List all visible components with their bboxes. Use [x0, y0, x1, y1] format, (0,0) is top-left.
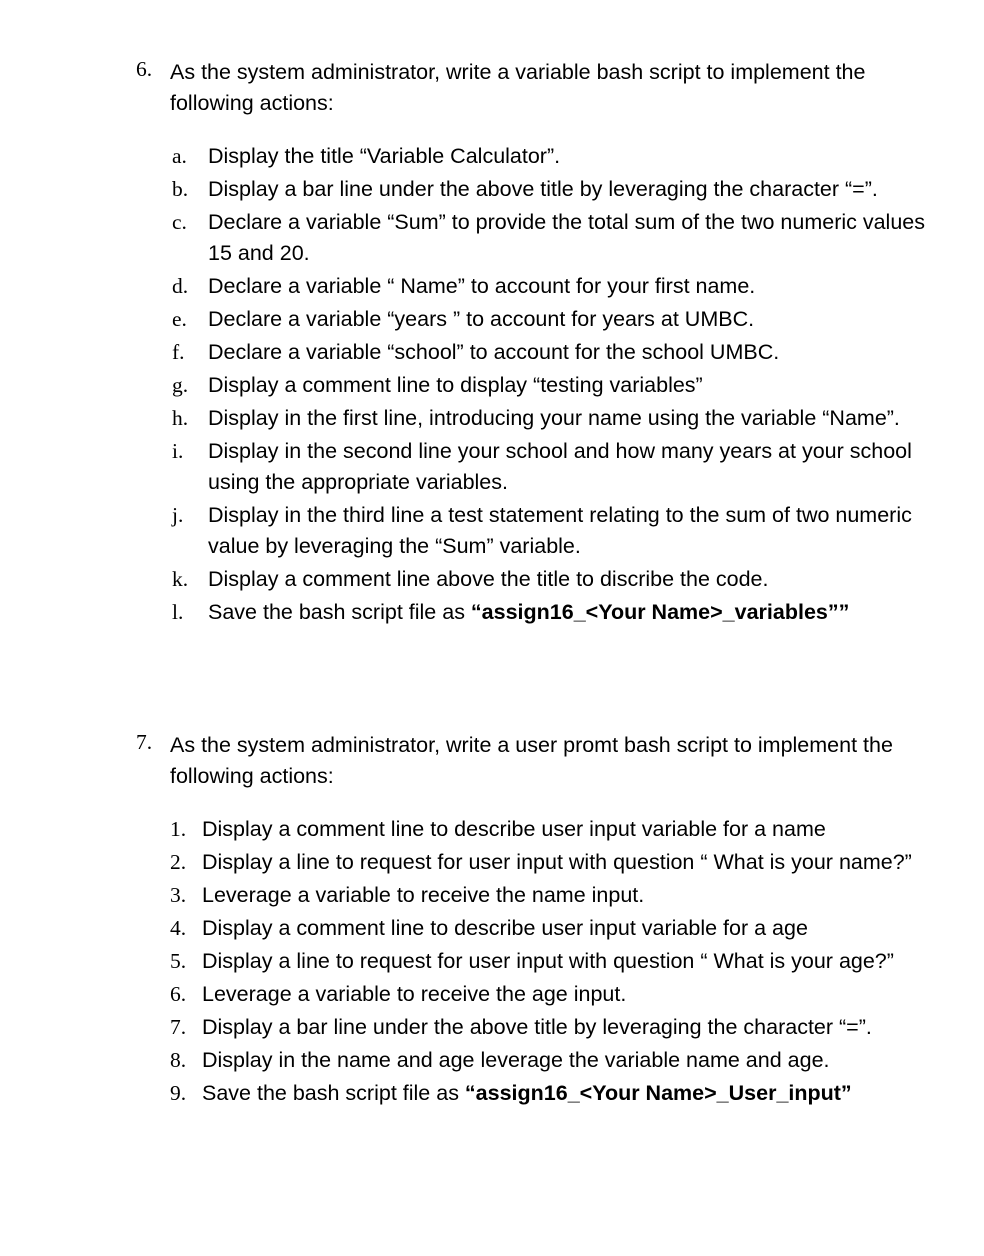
list-item-text: Leverage a variable to receive the name input. — [202, 883, 645, 907]
filename: “assign16_<Your Name>_variables”” — [470, 600, 850, 624]
list-marker: e. — [172, 307, 187, 331]
list-marker: h. — [172, 406, 189, 430]
list-item-i — [0, 436, 984, 498]
list-item-text — [208, 597, 928, 628]
question-7-list — [0, 814, 984, 1109]
list-item-g — [0, 370, 984, 401]
list-item-9 — [0, 1078, 984, 1109]
list-item-a — [0, 141, 984, 172]
list-marker: f. — [172, 340, 185, 364]
list-item-text: Display a comment line to describe user input variable for a age — [202, 916, 808, 940]
filename-intro: Save the bash script file as — [208, 600, 471, 624]
list-item-text: Display a line to request for user input with question “ What is your name?” — [202, 850, 912, 874]
list-item-7 — [0, 1012, 984, 1043]
list-item-5 — [0, 946, 984, 977]
question-6 — [0, 57, 984, 630]
list-marker: 4. — [170, 916, 187, 940]
list-item-text: Display a comment line above the title to discribe the code. — [208, 567, 769, 591]
list-item-3 — [0, 880, 984, 911]
list-item-h — [0, 403, 984, 434]
list-marker: l. — [172, 600, 184, 624]
list-marker: 2. — [170, 850, 187, 874]
list-marker: 9. — [170, 1081, 187, 1105]
list-item-d — [0, 271, 984, 302]
list-item-text: Display a comment line to describe user input variable for a name — [202, 817, 826, 841]
question-6-list — [0, 141, 984, 628]
list-marker: 8. — [170, 1048, 187, 1072]
list-item-text: Display a bar line under the above title by leveraging the character “=”. — [202, 1015, 872, 1039]
list-marker: g. — [172, 373, 189, 397]
list-item-text: Display in the third line a test statement relating to the sum of two numeric value by leveraging the “Sum” variable. — [208, 503, 912, 558]
list-item-text: Display a bar line under the above title by leveraging the character “=”. — [208, 177, 878, 201]
list-marker: j. — [172, 503, 184, 527]
list-item-text: Declare a variable “ Name” to account for your first name. — [208, 274, 756, 298]
list-item-text: Display a line to request for user input with question “ What is your age?” — [202, 949, 894, 973]
list-item-1 — [0, 814, 984, 845]
question-text: As the system administrator, write a user promt bash script to implement the following actions: — [170, 733, 893, 788]
list-item-text: Display in the name and age leverage the variable name and age. — [202, 1048, 830, 1072]
question-number: 6. — [136, 57, 153, 81]
list-item-8 — [0, 1045, 984, 1076]
list-item-c — [0, 207, 984, 269]
list-marker: 1. — [170, 817, 187, 841]
list-marker: a. — [172, 144, 187, 168]
question-7 — [0, 730, 984, 1111]
list-marker: i. — [172, 439, 184, 463]
question-text: As the system administrator, write a variable bash script to implement the following actions: — [170, 60, 866, 115]
question-7-header — [0, 730, 984, 792]
list-item-j — [0, 500, 984, 562]
list-marker: b. — [172, 177, 189, 201]
list-marker: 3. — [170, 883, 187, 907]
list-item-text: Declare a variable “school” to account for the school UMBC. — [208, 340, 780, 364]
list-marker: 6. — [170, 982, 187, 1006]
question-number: 7. — [136, 730, 153, 754]
list-item-k — [0, 564, 984, 595]
list-item-b — [0, 174, 984, 205]
list-item-text: Declare a variable “Sum” to provide the total sum of the two numeric values 15 and 20. — [208, 210, 925, 265]
list-marker: c. — [172, 210, 187, 234]
list-item-4 — [0, 913, 984, 944]
list-item-text: Display the title “Variable Calculator”. — [208, 144, 561, 168]
list-item-text: Display in the first line, introducing your name using the variable “Name”. — [208, 406, 900, 430]
question-6-header — [0, 57, 984, 119]
list-item-text: Leverage a variable to receive the age input. — [202, 982, 627, 1006]
list-item-text: Display in the second line your school and how many years at your school using the appropriate variables. — [208, 439, 912, 494]
list-marker: 5. — [170, 949, 187, 973]
filename-intro: Save the bash script file as — [202, 1081, 465, 1105]
list-item-text: Declare a variable “years ” to account for years at UMBC. — [208, 307, 755, 331]
list-item-6 — [0, 979, 984, 1010]
list-item-2 — [0, 847, 984, 878]
filename: “assign16_<Your Name>_User_input” — [464, 1081, 852, 1105]
list-marker: d. — [172, 274, 189, 298]
list-marker: k. — [172, 567, 189, 591]
list-item-text: Display a comment line to display “testing variables” — [208, 373, 703, 397]
list-marker: 7. — [170, 1015, 187, 1039]
list-item-e — [0, 304, 984, 335]
list-item-l — [0, 597, 984, 628]
list-item-text — [202, 1078, 914, 1109]
list-item-f — [0, 337, 984, 368]
